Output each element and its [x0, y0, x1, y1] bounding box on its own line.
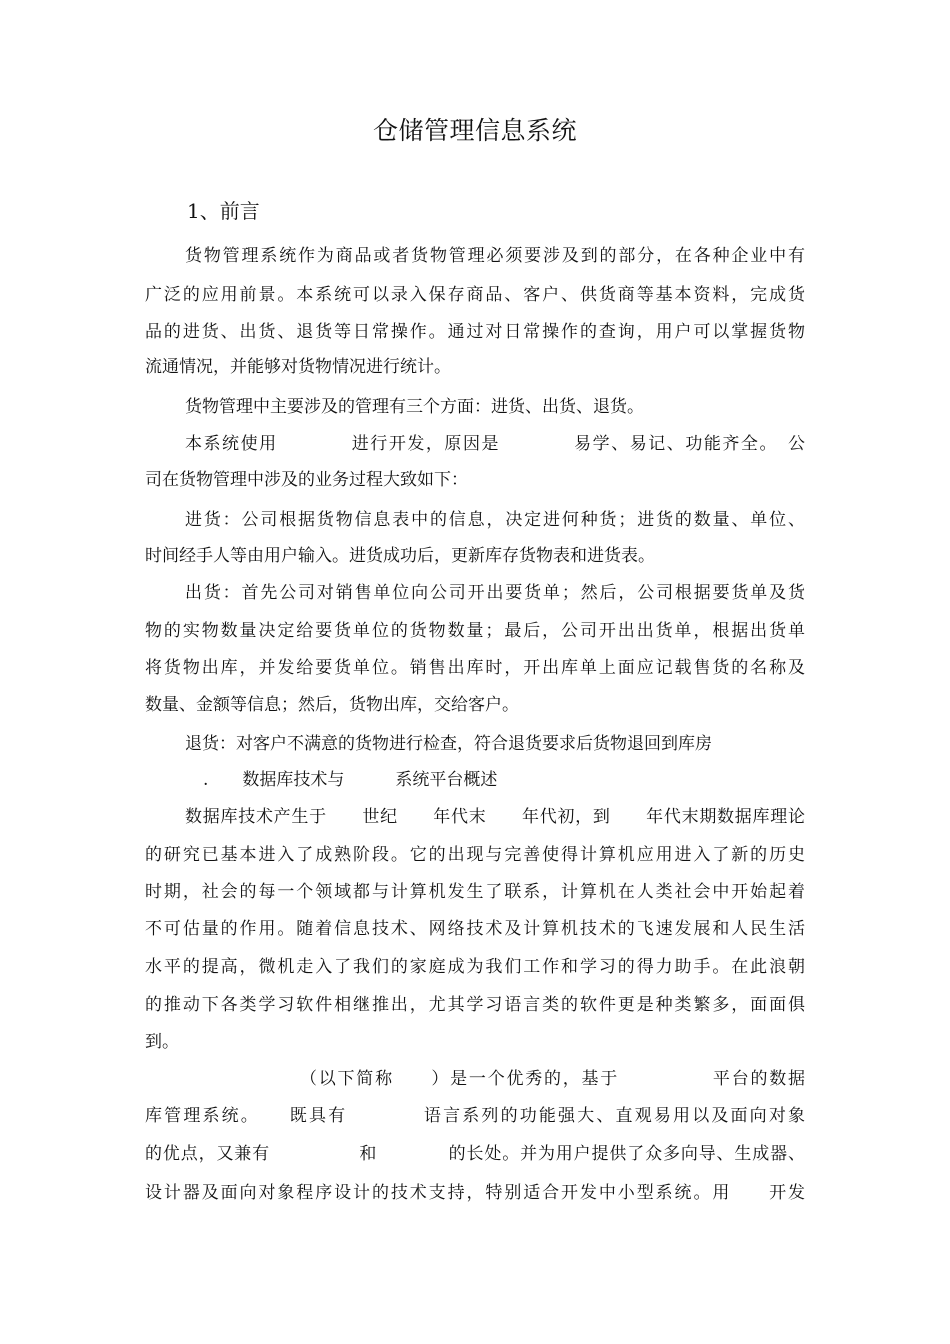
paragraph-line: 设计器及面向对象程序设计的技术支持，特别适合开发中小型系统。用 开发 [145, 1183, 805, 1203]
section-subheading: . 数据库技术与 系统平台概述 [203, 770, 498, 790]
paragraph-line: 出货：首先公司对销售单位向公司开出要货单；然后，公司根据要货单及货 [185, 583, 805, 603]
paragraph-line: 时期，社会的每一个领域都与计算机发生了联系，计算机在人类社会中开始起着 [145, 882, 805, 902]
paragraph-line: 的推动下各类学习软件相继推出，尤其学习语言类的软件更是种类繁多，面面俱 [145, 995, 805, 1015]
paragraph-line: 货物管理系统作为商品或者货物管理必须要涉及到的部分，在各种企业中有 [185, 246, 805, 266]
paragraph-line: 货物管理中主要涉及的管理有三个方面：进货、出货、退货。 [185, 397, 644, 417]
paragraph-line: 库管理系统。 既具有 语言系列的功能强大、直观易用以及面向对象 [145, 1106, 805, 1126]
paragraph-line: 时间经手人等由用户输入。进货成功后，更新库存货物表和进货表。 [145, 546, 655, 566]
paragraph-line: 进货：公司根据货物信息表中的信息，决定进何种货；进货的数量、单位、 [185, 510, 805, 530]
paragraph-line: 到。 [145, 1032, 179, 1052]
paragraph-line: 不可估量的作用。随着信息技术、网络技术及计算机技术的飞速发展和人民生活 [145, 919, 805, 939]
paragraph-line: 退货：对客户不满意的货物进行检查，符合退货要求后货物退回到库房 [185, 734, 712, 754]
paragraph-line: 数量、金额等信息；然后，货物出库，交给客户。 [145, 695, 519, 715]
paragraph-line: 司在货物管理中涉及的业务过程大致如下： [145, 470, 468, 490]
paragraph-line: 的优点，又兼有 和 的长处。并为用户提供了众多向导、生成器、 [145, 1144, 805, 1164]
paragraph-line: 广泛的应用前景。本系统可以录入保存商品、客户、供货商等基本资料，完成货 [145, 285, 805, 305]
paragraph-line: 数据库技术产生于 世纪 年代末 年代初，到 年代末期数据库理论 [185, 807, 805, 827]
paragraph-line: 物的实物数量决定给要货单位的货物数量；最后，公司开出出货单，根据出货单 [145, 621, 805, 641]
paragraph-line: 本系统使用 进行开发，原因是 易学、易记、功能齐全。 公 [185, 434, 805, 454]
section-heading: 1、前言 [187, 199, 260, 223]
paragraph-line: （以下简称 ）是一个优秀的，基于 平台的数据 [300, 1069, 805, 1089]
paragraph-line: 将货物出库，并发给要货单位。销售出库时，开出库单上面应记载售货的名称及 [145, 658, 805, 678]
paragraph-line: 品的进货、出货、退货等日常操作。通过对日常操作的查询，用户可以掌握货物 [145, 322, 805, 342]
paragraph-line: 流通情况，并能够对货物情况进行统计。 [145, 357, 451, 377]
paragraph-line: 水平的提高，微机走入了我们的家庭成为我们工作和学习的得力助手。在此浪朝 [145, 957, 805, 977]
document-title: 仓储管理信息系统 [372, 116, 577, 145]
paragraph-line: 的研究已基本进入了成熟阶段。它的出现与完善使得计算机应用进入了新的历史 [145, 845, 805, 865]
